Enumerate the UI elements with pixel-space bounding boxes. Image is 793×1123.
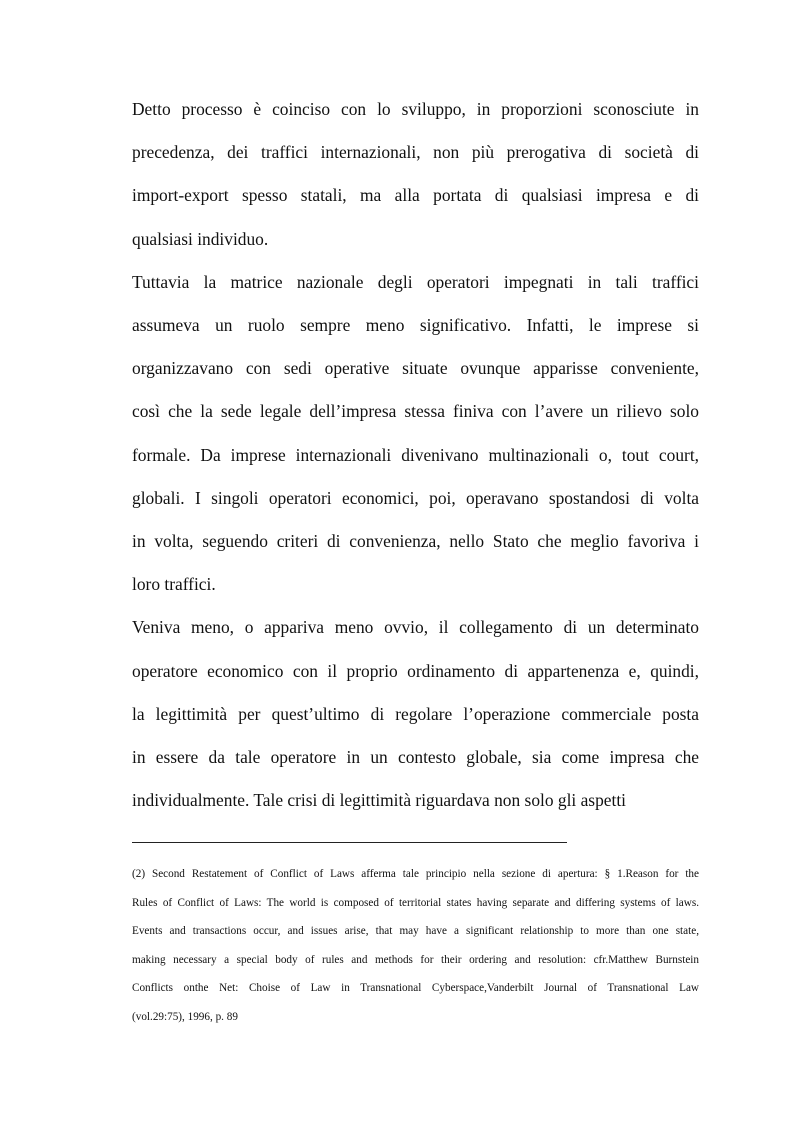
footnote-line: Rules of Conflict of Laws: The world is composed of territorial states having separate and differing systems of laws.: [132, 896, 699, 909]
text-line: così che la sede legale dell’impresa stessa finiva con l’avere un rilievo solo: [132, 401, 699, 422]
footnote-separator: [132, 842, 567, 843]
text-line: loro traffici.: [132, 574, 216, 595]
text-line: individualmente. Tale crisi di legittimità riguardava non solo gli aspetti: [132, 790, 626, 811]
footnote-line: (2) Second Restatement of Conflict of Laws afferma tale principio nella sezione di apertura: § 1.Reason for the: [132, 868, 699, 880]
text-line: Tuttavia la matrice nazionale degli operatori impegnati in tali traffici: [132, 271, 699, 292]
text-line: precedenza, dei traffici internazionali, non più prerogativa di società di: [132, 142, 699, 163]
text-line: qualsiasi individuo.: [132, 228, 269, 249]
text-line: organizzavano con sedi operative situate ovunque apparisse conveniente,: [132, 358, 699, 379]
footnote-line: Conflicts onthe Net: Choise of Law in Transnational Cyberspace,Vanderbilt Journal of Transnational Law: [132, 982, 699, 994]
text-line: formale. Da imprese internazionali divenivano multinazionali o, tout court,: [132, 444, 699, 465]
footnote-line: (vol.29:75), 1996, p. 89: [132, 1010, 238, 1023]
text-line: Veniva meno, o appariva meno ovvio, il collegamento di un determinato: [132, 617, 699, 638]
page-body: [132, 88, 699, 822]
text-line: operatore economico con il proprio ordinamento di appartenenza e, quindi,: [132, 660, 699, 681]
text-line: assumeva un ruolo sempre meno significativo. Infatti, le imprese si: [132, 315, 699, 336]
footnote: [132, 860, 699, 1031]
paragraph-1: [132, 88, 699, 261]
text-line: in essere da tale operatore in un contesto globale, sia come impresa che: [132, 747, 699, 768]
footnote-line: making necessary a special body of rules and methods for their ordering and resolution: cfr.Matthew Burnstein: [132, 953, 699, 966]
text-line: in volta, seguendo criteri di convenienza, nello Stato che meglio favoriva i: [132, 531, 699, 552]
text-line: la legittimità per quest’ultimo di regolare l’operazione commerciale posta: [132, 703, 699, 724]
text-line: globali. I singoli operatori economici, poi, operavano spostandosi di volta: [132, 487, 699, 508]
main-text: [132, 88, 699, 822]
paragraph-3: [132, 606, 699, 822]
text-line: Detto processo è coinciso con lo sviluppo, in proporzioni sconosciute in: [132, 99, 699, 119]
text-line: import-export spesso statali, ma alla portata di qualsiasi impresa e di: [132, 185, 699, 206]
footnote-line: Events and transactions occur, and issues arise, that may have a significant relationship to more than one state,: [132, 925, 699, 937]
paragraph-2: [132, 261, 699, 607]
